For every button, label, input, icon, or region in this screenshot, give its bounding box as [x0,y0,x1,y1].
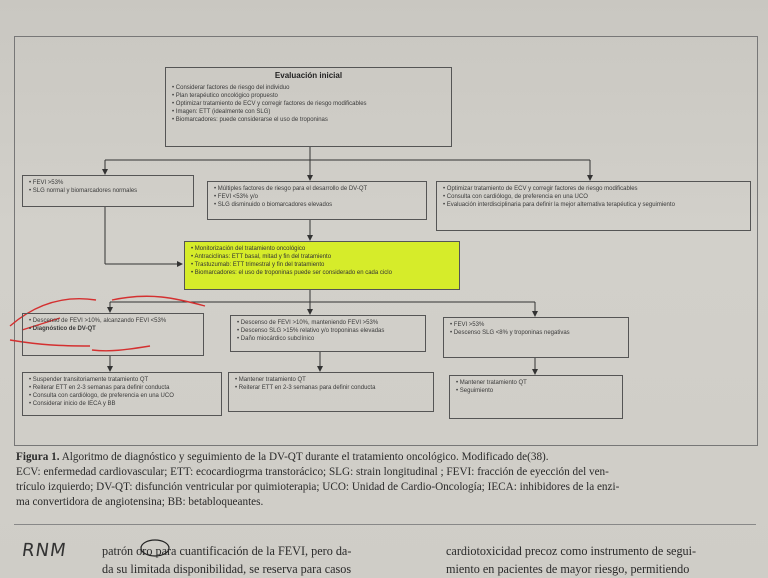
list-item: • Biomarcadores: puede considerarse el uso de troponinas [172,116,445,124]
list-item: • Mantener tratamiento QT [456,379,616,387]
maintain-followup-box [449,375,623,419]
list-item: • Trastuzumab: ETT trimestral y fin del tratamiento [191,261,453,269]
figure-caption [16,450,754,510]
list-item: • FEVI >53% [450,321,622,329]
body-column-2 [446,542,696,578]
list-item: • Múltiples factores de riesgo para el desarrollo de DV-QT [214,185,420,193]
risk-factors-box [207,181,427,220]
maintain-reevaluate-box [228,372,434,412]
list-item: • Descenso SLG <8% y troponinas negativas [450,329,622,337]
monitoring-box [184,241,460,290]
body-line: da su limitada disponibilidad, se reserva para casos [102,562,352,576]
normal-followup-box [443,317,629,358]
list-item: • Descenso SLG >15% relativo y/o troponinas elevadas [237,327,419,335]
caption-text: Algoritmo de diagnóstico y seguimiento de la DV-QT durante el tratamiento oncológico. Modificado de(38). [61,451,549,463]
list-item: • Seguimiento [456,387,616,395]
list-item: • Mantener tratamiento QT [235,376,427,384]
handwritten-annotation: RNM [20,540,68,561]
list-item: • SLG normal y biomarcadores normales [29,187,187,195]
dvqt-diagnosis-box [22,313,204,356]
list-item: • Monitorización del tratamiento oncológico [191,245,453,253]
list-item: • Consulta con cardiólogo, de preferencia en una UCO [29,392,215,400]
caption-line [16,450,754,465]
list-item: • Suspender transitoriamente tratamiento QT [29,376,215,384]
list-item: • Reiterar ETT en 2-3 semanas para definir conducta [29,384,215,392]
list-item: • Evaluación interdisciplinaria para definir la mejor alternativa terapéutica y seguimiento [443,201,744,209]
list-item: • Descenso de FEVI >10%, manteniendo FEVI >53% [237,319,419,327]
optimize-treatment-box [436,181,751,231]
caption-line: trículo izquierdo; DV-QT: disfunción ventricular por quimioterapia; UCO: Unidad de Cardio-Oncología; IECA: inhibidores de la enzi- [16,481,620,493]
list-item: • Considerar inicio de IECA y BB [29,400,215,408]
subclinical-damage-box [230,315,426,352]
list-item: • Imagen: ETT (idealmente con SLG) [172,108,445,116]
list-item: • FEVI >53% [29,179,187,187]
list-item: • Consulta con cardiólogo, de preferencia en una UCO [443,193,744,201]
normal-findings-box [22,175,194,207]
body-line: patrón oro para cuantificación de la FEVI, pero da- [102,544,352,558]
divider [14,524,756,525]
list-item: • Optimizar tratamiento de ECV y corregir factores de riesgo modificables [443,185,744,193]
caption-label: Figura 1. [16,451,60,463]
suspend-treatment-box [22,372,222,416]
list-item: • Plan terapéutico oncológico propuesto [172,92,445,100]
body-line: miento en pacientes de mayor riesgo, permitiendo [446,562,690,576]
list-item: • FEVI <53% y/o [214,193,420,201]
caption-line: ECV: enfermedad cardiovascular; ETT: ecocardiogrma transtorácico; SLG: strain longitudinal ; FEVI: fracción de eyección del ven- [16,466,609,478]
list-item: • Considerar factores de riesgo del individuo [172,84,445,92]
list-item: • Daño miocárdico subclínico [237,335,419,343]
initial-evaluation-title: Evaluación inicial [274,71,343,80]
body-column-1 [102,542,351,578]
initial-evaluation-box [165,67,452,147]
list-item: • Descenso de FEVI >10%, alcanzando FEVI <53% [29,317,197,325]
list-item: • SLG disminuido o biomarcadores elevados [214,201,420,209]
list-item: • Biomarcadores: el uso de troponinas puede ser considerado en cada ciclo [191,269,453,277]
list-item: • Diagnóstico de DV-QT [29,325,197,333]
body-line: cardiotoxicidad precoz como instrumento de segui- [446,544,697,558]
caption-line: ma convertidora de angiotensina; BB: betabloqueantes. [16,496,264,508]
list-item: • Antraciclinas: ETT basal, mitad y fin del tratamiento [191,253,453,261]
list-item: • Optimizar tratamiento de ECV y corregir factores de riesgo modificables [172,100,445,108]
list-item: • Reiterar ETT en 2-3 semanas para definir conducta [235,384,427,392]
